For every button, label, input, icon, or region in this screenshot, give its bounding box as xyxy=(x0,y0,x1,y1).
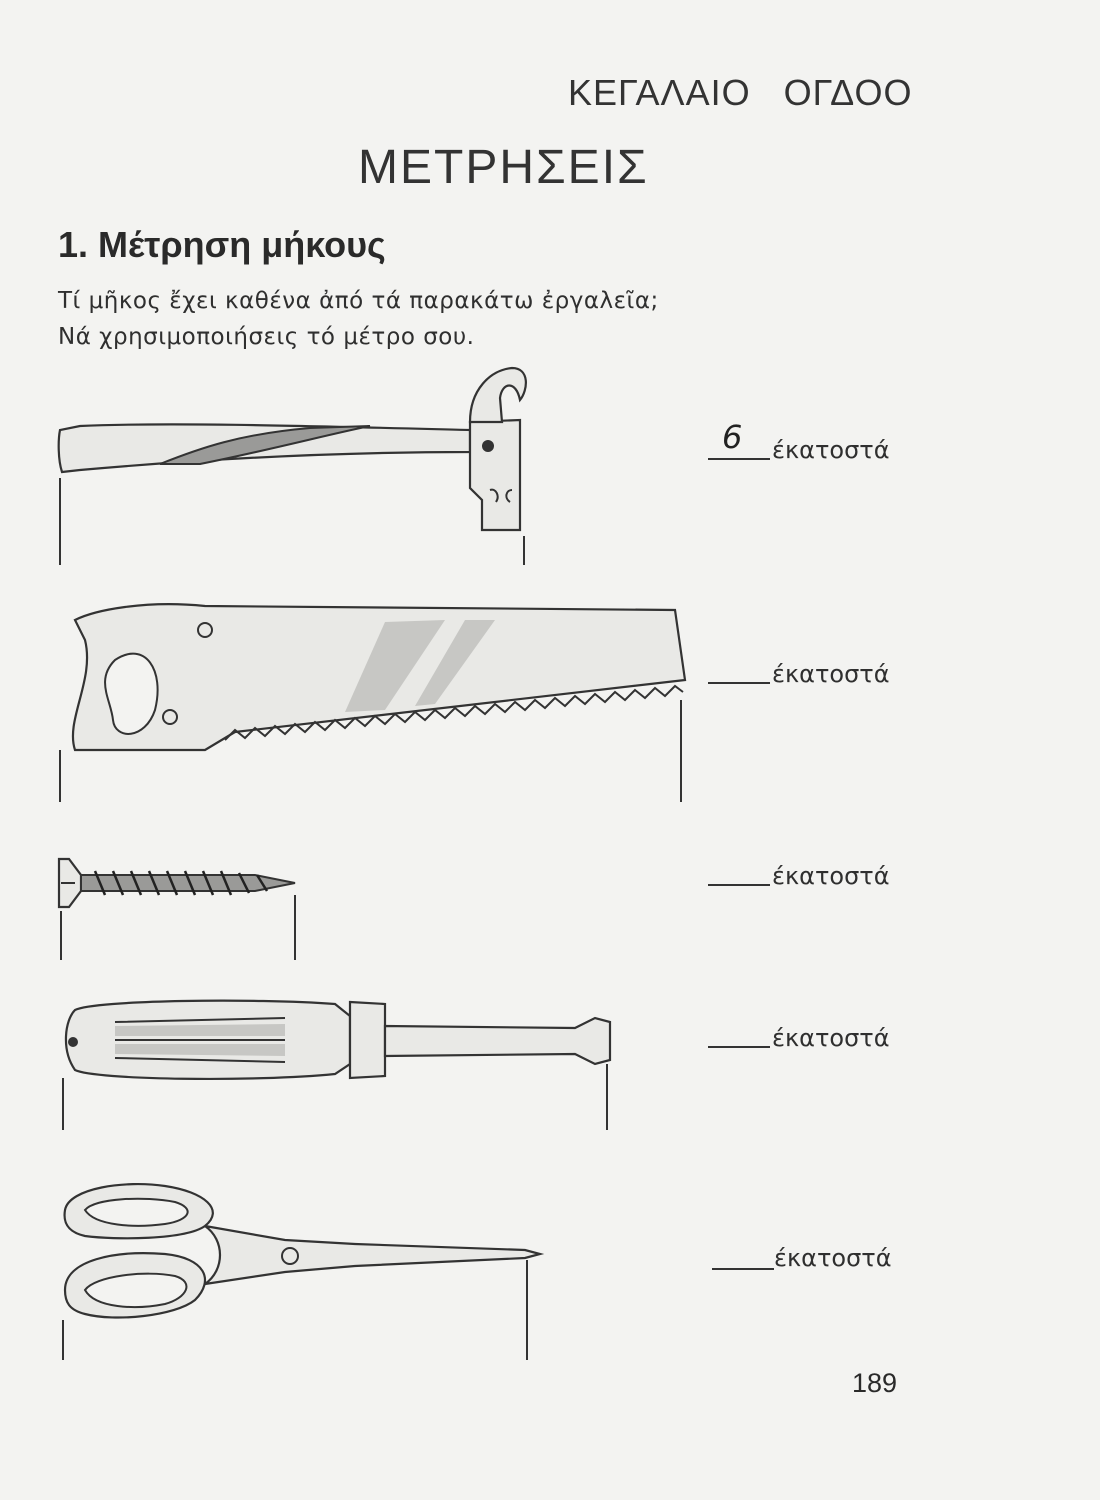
unit-label-hammer: έκατοστά xyxy=(772,436,890,464)
answer-line-hammer[interactable] xyxy=(708,458,770,460)
answer-value-hammer: 6 xyxy=(722,418,743,456)
page-number: 189 xyxy=(852,1368,898,1398)
scissors-illustration xyxy=(55,1180,545,1365)
unit-label-screwdriver: έκατοστά xyxy=(772,1024,890,1052)
saw-illustration xyxy=(55,600,695,805)
screw-illustration xyxy=(55,855,305,965)
screwdriver-illustration xyxy=(55,990,615,1135)
chapter-heading: ΚΕΓΑΛΑΙΟ ΟΓΔΟΟ xyxy=(568,72,913,113)
answer-line-saw[interactable] xyxy=(708,682,770,684)
answer-line-scissors[interactable] xyxy=(712,1268,774,1270)
instruction-line-2: Νά χρησιμοποιήσεις τό μέτρο σου. xyxy=(58,324,475,350)
unit-label-screw: έκατοστά xyxy=(772,862,890,890)
unit-label-saw: έκατοστά xyxy=(772,660,890,688)
page-title: ΜΕΤΡΗΣΕΙΣ xyxy=(358,141,649,194)
section-heading: 1. Μέτρηση μήκους xyxy=(58,224,386,265)
instruction-line-1: Τί μῆκος ἔχει καθένα ἀπό τά παρακάτω ἐργαλεῖα; xyxy=(58,288,659,314)
unit-label-scissors: έκατοστά xyxy=(774,1244,892,1272)
answer-line-screw[interactable] xyxy=(708,884,770,886)
answer-line-screwdriver[interactable] xyxy=(708,1046,770,1048)
hammer-illustration xyxy=(50,360,550,575)
